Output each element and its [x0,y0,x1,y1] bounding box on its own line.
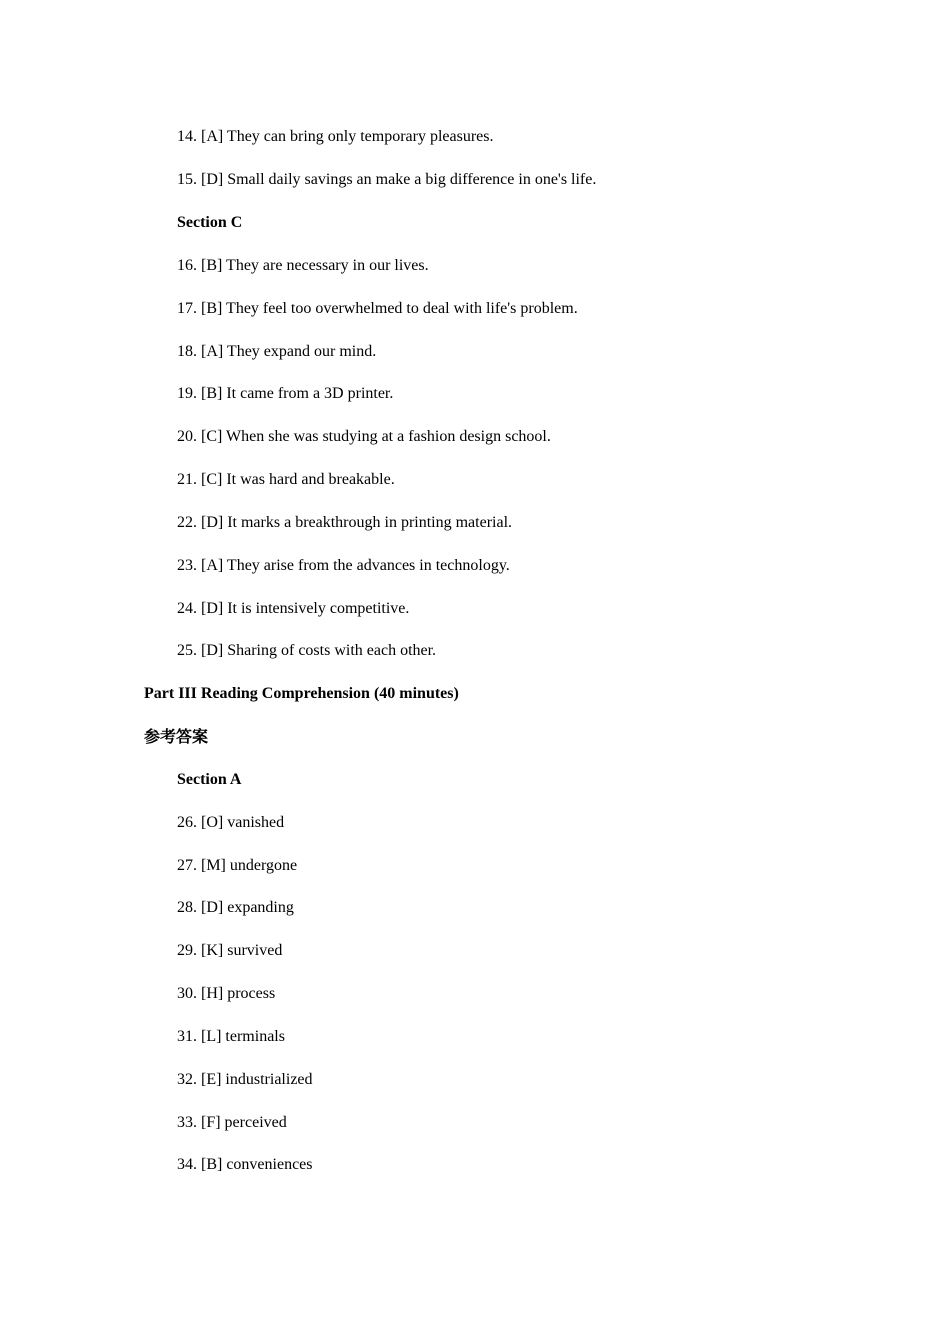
answer-29: 29. [K] survived [177,942,283,959]
answer-21: 21. [C] It was hard and breakable. [177,471,395,488]
section-a-heading: Section A [177,771,242,788]
answer-15: 15. [D] Small daily savings an make a big difference in one's life. [177,171,597,188]
answer-16: 16. [B] They are necessary in our lives. [177,257,429,274]
answer-27: 27. [M] undergone [177,857,298,874]
answer-22: 22. [D] It marks a breakthrough in printing material. [177,514,513,531]
answer-33: 33. [F] perceived [177,1114,287,1131]
answer-28: 28. [D] expanding [177,899,294,916]
reference-answers-label: 参考答案 [144,729,209,746]
answer-25: 25. [D] Sharing of costs with each other. [177,642,437,659]
answer-14: 14. [A] They can bring only temporary pleasures. [177,128,494,145]
answer-19: 19. [B] It came from a 3D printer. [177,385,394,402]
answer-24: 24. [D] It is intensively competitive. [177,600,410,617]
answer-20: 20. [C] When she was studying at a fashion design school. [177,428,551,445]
answer-18: 18. [A] They expand our mind. [177,343,377,360]
answer-32: 32. [E] industrialized [177,1071,313,1088]
part-3-heading: Part III Reading Comprehension (40 minutes) [144,685,459,702]
answer-17: 17. [B] They feel too overwhelmed to deal with life's problem. [177,300,578,317]
answer-23: 23. [A] They arise from the advances in technology. [177,557,510,574]
section-c-heading: Section C [177,214,243,231]
answer-30: 30. [H] process [177,985,276,1002]
answer-34: 34. [B] conveniences [177,1156,313,1173]
answer-31: 31. [L] terminals [177,1028,285,1045]
answer-26: 26. [O] vanished [177,814,285,831]
